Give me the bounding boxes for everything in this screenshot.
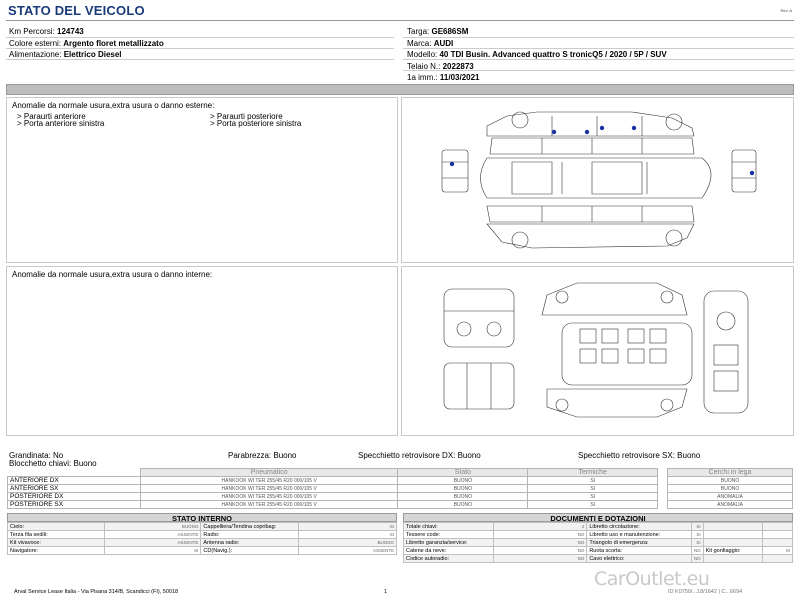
row-divider-6 [403,59,794,60]
documents-title: DOCUMENTI E DOTAZIONI [403,513,793,522]
mirror-left-status: Specchietto retrovisore SX: Buono [578,451,701,460]
external-diagram-panel [401,97,794,263]
hail-status: Grandinata: No [9,451,64,460]
header-divider [6,20,794,21]
rims-col-header: Cerchi in lega [668,469,793,477]
plate-row: Targa: GE686SM [407,27,469,36]
car-exterior-diagram [402,98,795,264]
internal-state-section [7,513,397,555]
documents-section [403,513,793,563]
table-row: POSTERIORE DX HANKOOK WI TER 255/45 R20 000/105 V BUONO SI ANOMALIA [8,493,793,501]
row-divider-3 [6,59,394,60]
km-row: Km Percorsi: 124743 [9,27,84,36]
tyre-header-row [8,469,793,477]
model-row: Modello: 40 TDI Busin. Advanced quattro S tronicQ5 / 2020 / 5P / SUV [407,50,667,59]
row-divider-5 [403,48,794,49]
color-row: Colore esterni: Argento floret metallizzato [9,38,164,48]
table-row: ANTERIORE SX HANKOOK WI TER 255/45 R20 000/105 V BUONO SI BUONO [8,485,793,493]
tyre-table [7,468,793,509]
row-divider-1 [6,37,394,38]
key-lock-status: Blocchetto chiavi: Buono [9,459,97,468]
table-row: Kit vivavoce: ASSENTE Antenna radio: BUONO [8,539,397,547]
internal-state-title: STATO INTERNO [7,513,397,522]
damage-front-bumper: > Paraurti anteriore [17,112,86,121]
watermark-logo: CarOutlet.eu [594,568,710,590]
page-title: STATO DEL VEICOLO [8,3,145,18]
documents-table [403,522,793,563]
table-row: POSTERIORE SX HANKOOK WI TER 255/45 R20 000/105 V BUONO SI ANOMALIA [8,501,793,509]
table-row: Tessere code: NO Libretto uso e manutenzione: SI [404,531,793,539]
windshield-status: Parabrezza: Buono [228,451,297,460]
footer-reference: ID K0750/...18/1642 | C...6694 [668,589,743,595]
vehicle-info-left [9,26,389,61]
table-row: Codice autoradio: NO Cavo elettrico: NO [404,555,793,563]
table-row: ANTERIORE DX HANKOOK WI TER 255/45 R20 000/105 V BUONO SI BUONO [8,477,793,485]
table-row: Libretto garanzia/service: NO Triangolo di emergenza: SI [404,539,793,547]
row-divider-4 [403,37,794,38]
table-row: Terza fila sedili: ASSENTE Radio: SI [8,531,397,539]
internal-diagram-panel [401,266,794,436]
vehicle-info-right [407,26,797,84]
table-row: Navigatore: SI CD(Navig.): ASSENTE [8,547,397,555]
footer-address: Arval Service Lease Italia - Via Pisana 314/B, Scandicci (FI), 50018 [14,589,179,595]
external-damage-label: Anomalie da normale usura,extra usura o danno esterne: [12,101,215,110]
registration-row: 1a imm.: 11/03/2021 [407,73,480,82]
status-col-header: Stato [398,469,528,477]
internal-damage-panel [6,266,398,436]
table-row: Cielo: BUONO Cappelliera/Tendina copribag: SI [8,523,397,531]
table-row: Catene da neve: NO Ruota scorta: NO Kit gonfiaggio: SI [404,547,793,555]
row-divider-7 [403,70,794,71]
tyre-col-header: Pneumatico [140,469,398,477]
damage-front-left-door: > Porta anteriore sinistra [17,119,105,128]
section-bar [6,84,794,95]
damage-rear-left-door: > Porta posteriore sinistra [210,119,302,128]
thermal-col-header: Termiche [528,469,658,477]
revision-label: Rev. A [780,8,792,13]
table-row: Totale chiavi: 2 Libretto circolazione: SI [404,523,793,531]
mirror-right-status: Specchietto retrovisore DX: Buono [358,451,481,460]
footer-page-number: 1 [384,589,388,595]
external-damage-panel [6,97,398,263]
internal-state-table [7,522,397,555]
row-divider-2 [6,48,394,49]
damage-rear-bumper: > Paraurti posteriore [210,112,283,121]
fuel-row: Alimentazione: Elettrico Diesel [9,50,122,59]
car-interior-diagram [402,267,795,437]
brand-row: Marca: AUDI [407,38,454,48]
chassis-row: Telaio N.: 2022873 [407,61,474,71]
internal-damage-label: Anomalie da normale usura,extra usura o danno interne: [12,270,213,279]
